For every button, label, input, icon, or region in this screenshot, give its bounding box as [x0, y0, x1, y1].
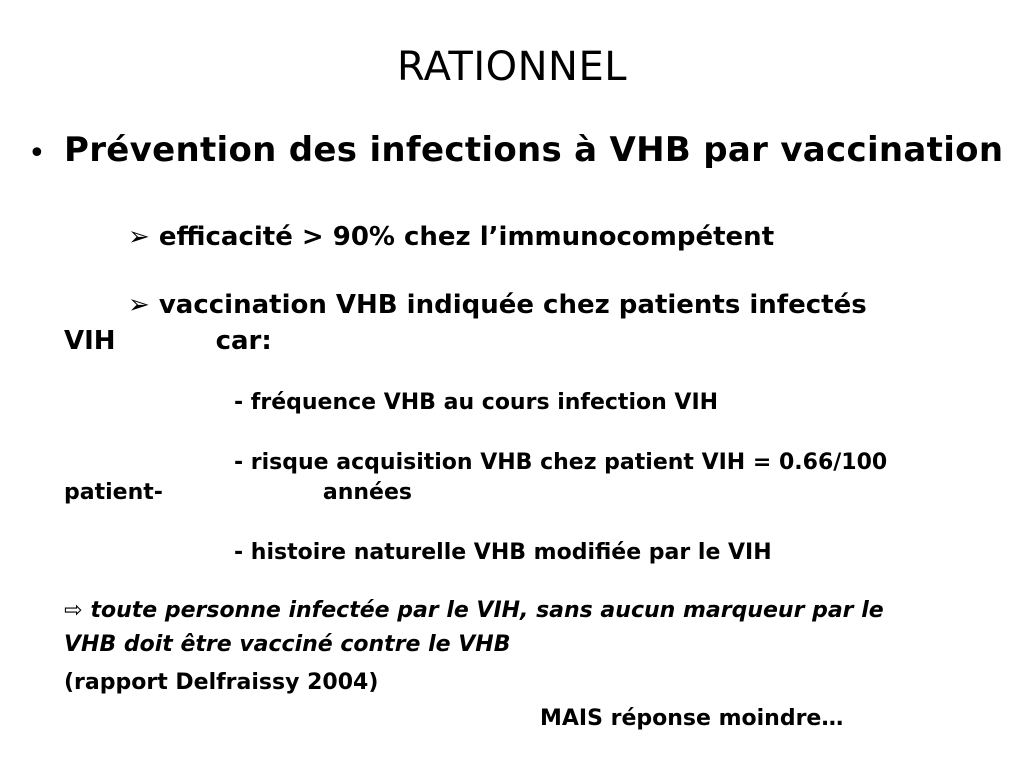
reason-risk-continued — [64, 480, 412, 505]
reason-risk-patient: patient- — [64, 480, 163, 505]
mais-statement: MAIS réponse moindre… — [540, 706, 844, 731]
point-indication-text: vaccination VHB indiquée chez patients infectés — [158, 290, 867, 320]
hollow-arrow-icon: ⇨ — [64, 598, 83, 623]
point-efficacy — [128, 222, 774, 252]
arrow-bullet-icon: ➢ — [128, 290, 150, 320]
point-indication-car: car: — [215, 326, 272, 356]
reason-frequency: - fréquence VHB au cours infection VIH — [234, 390, 719, 415]
conclusion-line1 — [64, 598, 884, 623]
main-bullet-text: Prévention des infections à VHB par vaccination — [64, 130, 1004, 170]
reason-risk-annees: années — [322, 480, 412, 505]
point-efficacy-text: efficacité > 90% chez l’immunocompétent — [158, 222, 775, 252]
point-indication — [128, 290, 867, 320]
arrow-bullet-icon: ➢ — [128, 222, 150, 252]
bullet-dot: • — [28, 136, 46, 171]
conclusion-line2: VHB doit être vacciné contre le VHB — [64, 632, 511, 657]
conclusion-text-1: toute personne infectée par le VIH, sans aucun marqueur par le — [90, 598, 884, 623]
reason-risk: - risque acquisition VHB chez patient VIH = 0.66/100 — [234, 450, 888, 475]
slide-title: RATIONNEL — [396, 44, 628, 90]
reason-natural-history: - histoire naturelle VHB modifiée par le VIH — [234, 540, 772, 565]
reference-citation: (rapport Delfraissy 2004) — [64, 670, 379, 695]
point-indication-continued — [64, 326, 272, 356]
point-indication-vih: VIH — [64, 326, 116, 356]
